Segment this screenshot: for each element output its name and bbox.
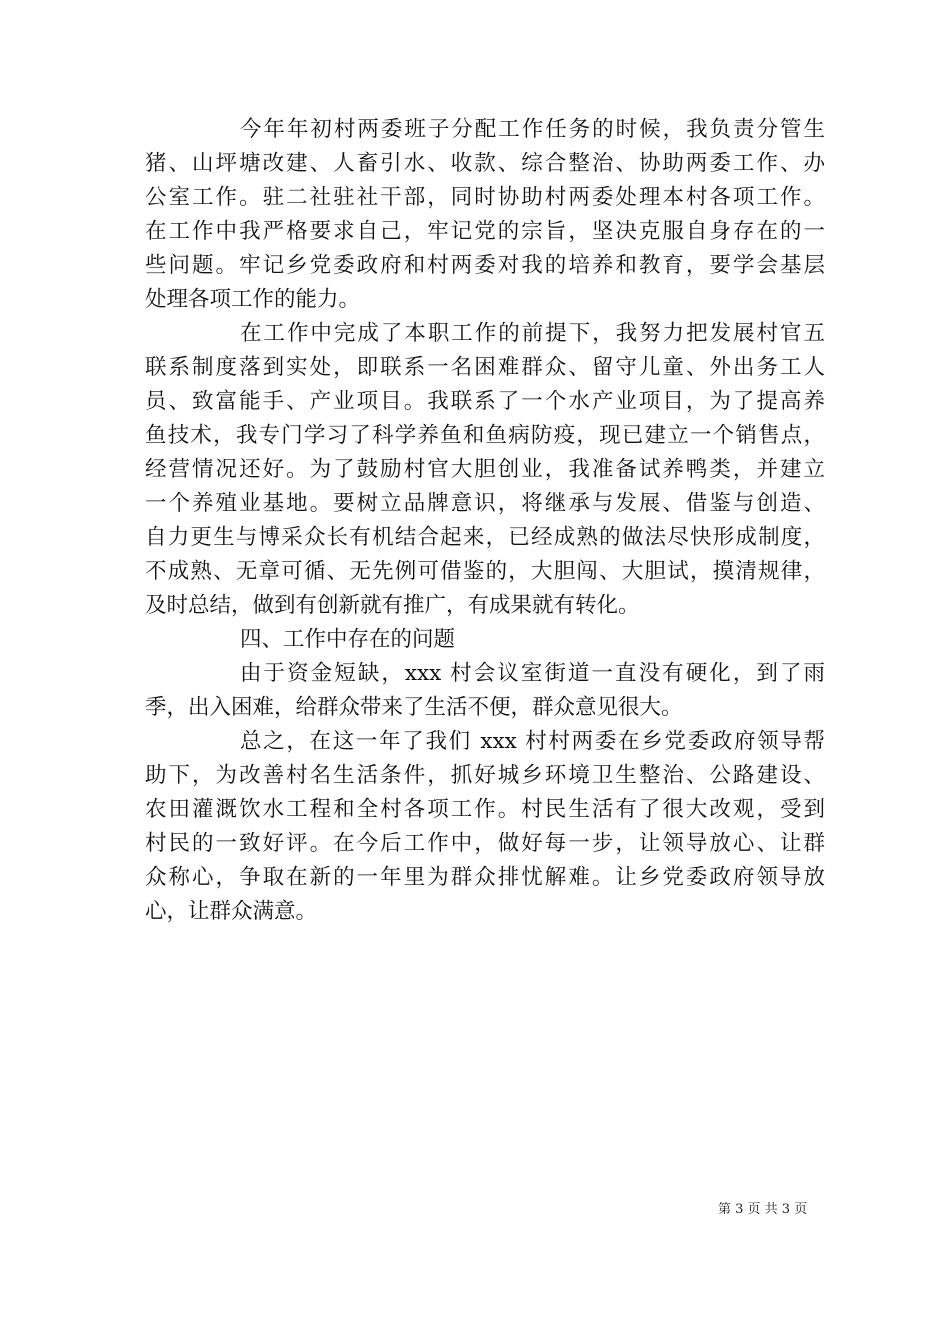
section-heading-problems — [145, 623, 825, 657]
paragraph-problems — [145, 657, 825, 725]
text-line: 鱼技术，我专门学习了科学养鱼和鱼病防疫，现已建立一个销售点， — [145, 423, 825, 448]
text-line: 助下，为改善村名生活条件，抓好城乡环境卫生整治、公路建设、 — [145, 763, 825, 788]
text-line: 不成熟、无章可循、无先例可借鉴的，大胆闯、大胆试，摸清规律， — [145, 559, 825, 584]
text-line: 自力更生与博采众长有机结合起来，已经成熟的做法尽快形成制度， — [145, 525, 825, 550]
text-line: 员、致富能手、产业项目。我联系了一个水产业项目，为了提高养 — [145, 389, 825, 414]
text-line: 今年年初村两委班子分配工作任务的时候，我负责分管生 — [240, 117, 825, 142]
text-line: 由于资金短缺，xxx 村会议室街道一直没有硬化，到了雨 — [240, 661, 825, 686]
text-line: 村民的一致好评。在今后工作中，做好每一步，让领导放心、让群 — [145, 831, 825, 856]
text-line: 公室工作。驻二社驻社干部，同时协助村两委处理本村各项工作。 — [145, 185, 825, 210]
document-body — [145, 113, 825, 929]
text-line: 猪、山坪塘改建、人畜引水、收款、综合整治、协助两委工作、办 — [145, 151, 825, 176]
text-line: 总之，在这一年了我们 xxx 村村两委在乡党委政府领导帮 — [240, 729, 825, 754]
text-line: 在工作中我严格要求自己，牢记党的宗旨，坚决克服自身存在的一 — [145, 219, 825, 244]
text-line: 经营情况还好。为了鼓励村官大胆创业，我准备试养鸭类，并建立 — [145, 457, 825, 482]
text-line: 农田灌溉饮水工程和全村各项工作。村民生活有了很大改观，受到 — [145, 797, 825, 822]
text-line: 众称心，争取在新的一年里为群众排忧解难。让乡党委政府领导放 — [145, 865, 825, 890]
paragraph-summary — [145, 725, 825, 929]
text-line: 些问题。牢记乡党委政府和村两委对我的培养和教育，要学会基层 — [145, 253, 825, 278]
section-heading: 四、工作中存在的问题 — [240, 627, 456, 652]
page-number-footer: 第 3 页 共 3 页 — [718, 1202, 808, 1217]
text-line: 一个养殖业基地。要树立品牌意识，将继承与发展、借鉴与创造、 — [145, 491, 825, 516]
text-line: 处理各项工作的能力。 — [145, 287, 361, 312]
text-line: 心，让群众满意。 — [145, 899, 318, 924]
text-line: 及时总结，做到有创新就有推广，有成果就有转化。 — [145, 593, 640, 618]
paragraph-duties — [145, 113, 825, 317]
text-line: 在工作中完成了本职工作的前提下，我努力把发展村官五 — [240, 321, 825, 346]
text-line: 联系制度落到实处，即联系一名困难群众、留守儿童、外出务工人 — [145, 355, 825, 380]
text-line: 季，出入困难，给群众带来了生活不便，群众意见很大。 — [145, 695, 683, 720]
paragraph-five-links — [145, 317, 825, 623]
